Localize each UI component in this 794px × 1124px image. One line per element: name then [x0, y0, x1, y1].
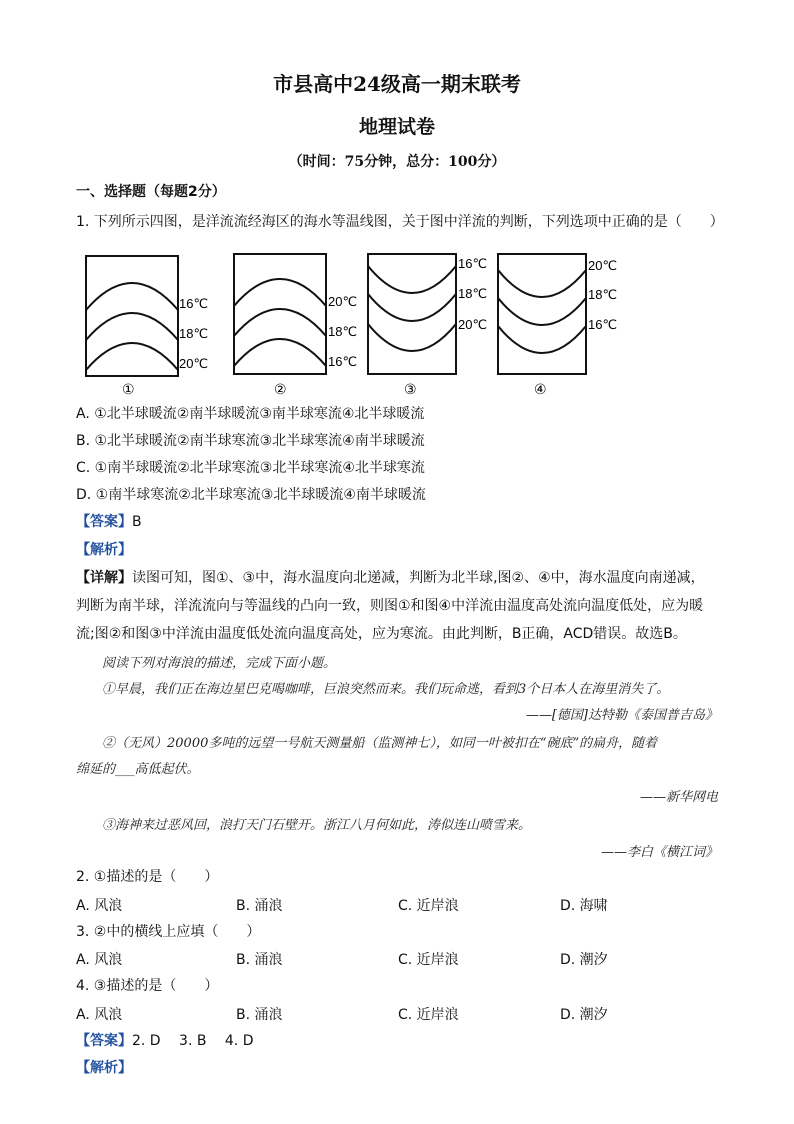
figure-2-isotherm-2 [234, 309, 326, 336]
figure-4 [498, 254, 617, 397]
question-1-option-d: D. ①南半球寒流②北半球寒流③北半球暖流④南半球暖流 [76, 487, 426, 503]
figure-1-temp-1: 16℃ [179, 296, 209, 311]
figure-2-isotherm-3 [234, 339, 326, 366]
figure-2-frame [234, 254, 326, 374]
passage-1: ①早晨，我们正在海边星巴克喝咖啡，巨浪突然而来。我们玩命逃，看到3个日本人在海里消失了。 [102, 682, 670, 697]
answer-label: 【答案】 [76, 514, 132, 530]
figure-4-label: ④ [534, 381, 547, 397]
answer-value: B [132, 514, 142, 530]
figure-1-isotherm-1 [86, 283, 178, 310]
passage-2-line-1: ②（无风）20000多吨的远望一号航天测量船（监测神七），如同一叶被扣在“碗底”的扁舟，随着 [102, 736, 658, 751]
figure-2-isotherm-1 [234, 279, 326, 306]
passage-intro: 阅读下列对海浪的描述，完成下面小题。 [102, 656, 337, 671]
answers-2-4 [76, 1031, 254, 1051]
figure-2 [234, 254, 357, 397]
exam-meta: （时间：75分钟，总分：100分） [288, 154, 506, 170]
question-4-option-d: D. 潮汐 [560, 1007, 608, 1023]
answers-2-4-label: 【答案】 [76, 1033, 132, 1049]
analysis-2-label: 【解析】 [76, 1060, 132, 1076]
detail-line-3: 流;图②和图③中洋流由温度低处流向温度高处，应为寒流。由此判断，B正确，ACD错误。故选B。 [76, 626, 687, 642]
figure-4-isotherm-3 [498, 326, 586, 353]
figure-1-isotherm-2 [86, 313, 178, 340]
section-heading: 一、选择题（每题2分） [76, 184, 226, 200]
figure-1-temp-2: 18℃ [179, 326, 209, 341]
figure-4-isotherm-1 [498, 270, 586, 297]
figure-3-isotherm-1 [368, 266, 456, 293]
question-1-stem: 1. 下列所示四图，是洋流流经海区的海水等温线图，关于图中洋流的判断，下列选项中正确的是（ ） [76, 214, 724, 230]
question-1-option-c: C. ①南半球暖流②北半球寒流③北半球寒流④北半球寒流 [76, 460, 425, 476]
question-1-option-b: B. ①北半球暖流②南半球寒流③北半球寒流④南半球暖流 [76, 433, 425, 449]
analysis-label: 【解析】 [76, 542, 132, 558]
passage-2-line-2: 绵延的___高低起伏。 [76, 762, 200, 777]
figure-3-temp-2: 18℃ [458, 286, 488, 301]
figure-2-temp-3: 16℃ [328, 354, 358, 369]
figure-1-isotherm-3 [86, 343, 178, 370]
figure-4-frame [498, 254, 586, 374]
detail-line-1 [76, 568, 705, 588]
question-3-option-b: B. 涌浪 [236, 952, 283, 968]
figure-1-label: ① [122, 381, 135, 397]
answers-2-4-text: 2. D 3. B 4. D [132, 1033, 254, 1049]
passage-3-source: ——李白《横江词》 [600, 845, 718, 860]
figure-2-label: ② [274, 381, 287, 397]
figure-2-temp-2: 18℃ [328, 324, 358, 339]
passage-3: ③海神来过恶风回，浪打天门石壁开。浙江八月何如此，涛似连山喷雪来。 [102, 818, 532, 833]
isotherm-figures [78, 248, 638, 400]
question-4-option-a: A. 风浪 [76, 1007, 123, 1023]
passage-2-source: ——新华网电 [639, 790, 718, 805]
question-3-option-d: D. 潮汐 [560, 952, 608, 968]
detail-text-1: 读图可知，图①、③中，海水温度向北递减，判断为北半球,图②、④中，海水温度向南递减， [132, 570, 705, 586]
question-4-stem: 4. ③描述的是（ ） [76, 978, 219, 994]
subject-title: 地理试卷 [358, 116, 435, 138]
figure-1-frame [86, 256, 178, 376]
figure-3-temp-3: 20℃ [458, 317, 488, 332]
question-2-option-b: B. 涌浪 [236, 898, 283, 914]
figure-2-temp-1: 20℃ [328, 294, 358, 309]
question-3-option-c: C. 近岸浪 [398, 952, 459, 968]
figure-3 [368, 254, 487, 397]
detail-label: 【详解】 [76, 570, 132, 586]
figure-4-temp-2: 18℃ [588, 287, 618, 302]
figure-3-isotherm-3 [368, 324, 456, 351]
figure-1 [86, 256, 208, 397]
question-1-answer [76, 512, 142, 532]
question-2-option-d: D. 海啸 [560, 898, 608, 914]
question-2-option-a: A. 风浪 [76, 898, 123, 914]
figure-4-temp-3: 16℃ [588, 317, 618, 332]
figure-4-isotherm-2 [498, 298, 586, 325]
figure-3-temp-1: 16℃ [458, 256, 488, 271]
question-2-option-c: C. 近岸浪 [398, 898, 459, 914]
question-1-option-a: A. ①北半球暖流②南半球暖流③南半球寒流④北半球暖流 [76, 406, 425, 422]
figure-3-frame [368, 254, 456, 374]
figure-1-temp-3: 20℃ [179, 356, 209, 371]
figure-4-temp-1: 20℃ [588, 258, 618, 273]
question-4-option-b: B. 涌浪 [236, 1007, 283, 1023]
page-title: 市县高中24级高一期末联考 [273, 72, 521, 96]
question-2-stem: 2. ①描述的是（ ） [76, 869, 219, 885]
question-3-stem: 3. ②中的横线上应填（ ） [76, 924, 261, 940]
passage-1-source: ——[德国]达特勒《泰国普吉岛》 [525, 708, 718, 723]
question-3-option-a: A. 风浪 [76, 952, 123, 968]
detail-line-2: 判断为南半球，洋流流向与等温线的凸向一致，则图①和图④中洋流由温度高处流向温度低处，应为暖 [76, 598, 704, 614]
question-4-option-c: C. 近岸浪 [398, 1007, 459, 1023]
figure-3-label: ③ [404, 381, 417, 397]
figure-3-isotherm-2 [368, 294, 456, 321]
